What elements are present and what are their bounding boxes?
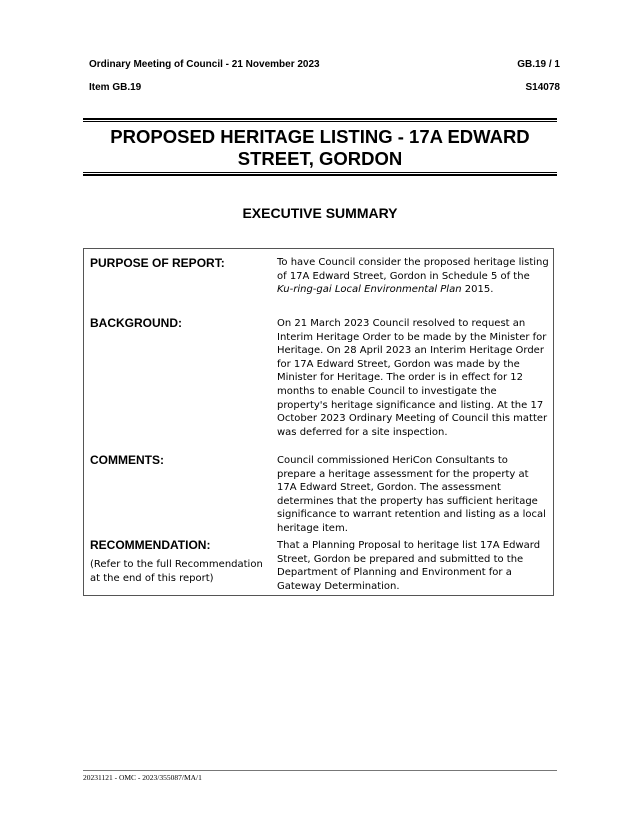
page-reference: GB.19 / 1 bbox=[517, 59, 560, 70]
recommendation-note: (Refer to the full Recommendation at the end of this report) bbox=[90, 559, 263, 585]
title-block bbox=[83, 118, 557, 176]
footer-rule bbox=[83, 770, 557, 771]
page-title bbox=[83, 122, 557, 172]
item-number: Item GB.19 bbox=[89, 82, 142, 93]
background-label: BACKGROUND: bbox=[90, 316, 182, 330]
comments-text: Council commissioned HeriCon Consultants to prepare a heritage assessment for the property at 17A Edward Street, Gordon. The assessment determines that the property has sufficient heritage significance to warrant retention and listing as a local heritage item. bbox=[277, 455, 546, 534]
title-bottom-rule bbox=[83, 172, 557, 176]
purpose-label: PURPOSE OF REPORT: bbox=[90, 256, 225, 270]
purpose-text-plan-name: Ku-ring-gai Local Environmental Plan bbox=[277, 284, 462, 296]
purpose-text-start: To have Council consider the proposed heritage listing of 17A Edward Street, Gordon in Schedule 5 of the bbox=[277, 257, 549, 282]
background-text: On 21 March 2023 Council resolved to request an Interim Heritage Order to be made by the Minister for Heritage. On 28 April 2023 an Interim Heritage Order for 17A Edward Street, Gordon was made by the Minister for Heritage. The order is in effect for 12 months to enable Council to investigate the property's heritage significance and listing. At the 17 October 2023 Ordinary Meeting of Council this matter was deferred for a site inspection. bbox=[277, 318, 548, 438]
file-reference: S14078 bbox=[525, 82, 560, 93]
footer-reference: 20231121 - OMC - 2023/355087/MA/1 bbox=[83, 773, 202, 782]
title-line-2: STREET, GORDON bbox=[237, 148, 403, 169]
recommendation-label: RECOMMENDATION: bbox=[90, 538, 211, 552]
meeting-header: Ordinary Meeting of Council - 21 November 2023 bbox=[89, 59, 320, 70]
title-line-1: PROPOSED HERITAGE LISTING - 17A EDWARD bbox=[110, 126, 530, 147]
purpose-text bbox=[277, 256, 549, 297]
comments-label: COMMENTS: bbox=[90, 453, 164, 467]
recommendation-text: That a Planning Proposal to heritage list 17A Edward Street, Gordon be prepared and submitted to the Department of Planning and Environment for a Gateway Determination. bbox=[277, 540, 541, 592]
executive-summary-heading: EXECUTIVE SUMMARY bbox=[242, 205, 398, 221]
purpose-text-end: 2015. bbox=[461, 284, 494, 296]
summary-table bbox=[83, 248, 554, 596]
